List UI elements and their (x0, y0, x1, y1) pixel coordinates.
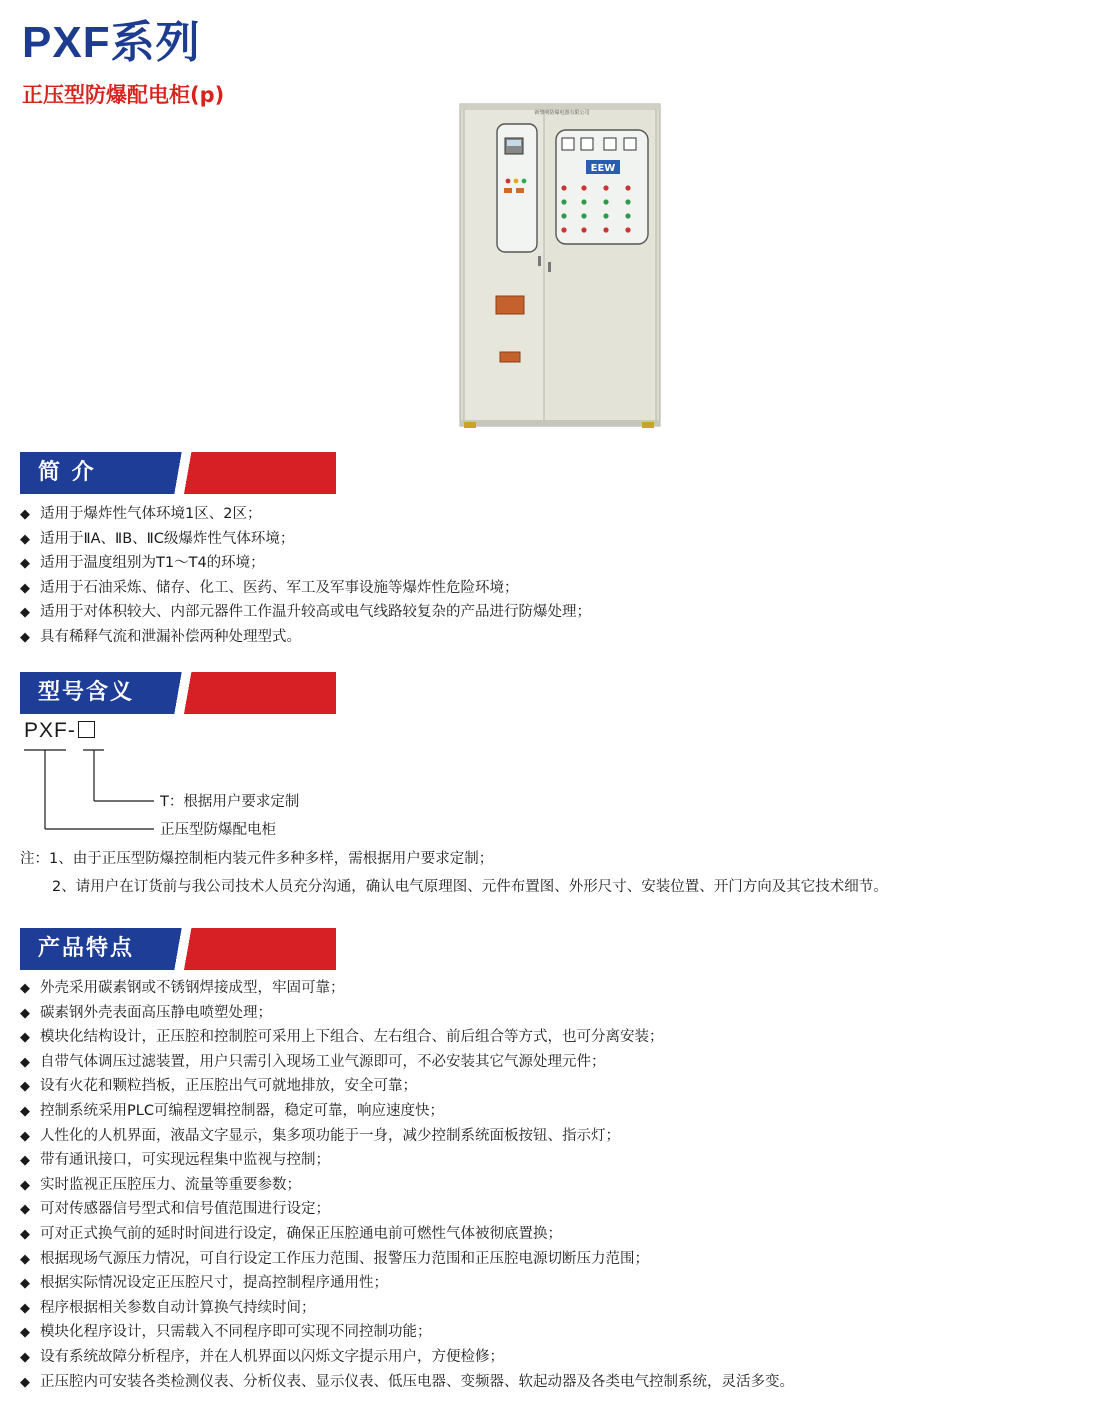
intro-heading: 简 介 (38, 460, 96, 485)
list-item-text: 模块化结构设计，正压腔和控制腔可采用上下组合、左右组合、前后组合等方式，也可分离安装； (40, 1029, 664, 1046)
list-item-text: 适用于温度组别为T1～T4的环境； (40, 555, 265, 572)
model-heading: 型号含义 (38, 680, 135, 705)
list-item-text: 具有稀释气流和泄漏补偿两种处理型式。 (40, 628, 301, 645)
diamond-bullet-icon: ◆ (20, 629, 30, 645)
list-item (20, 1370, 794, 1395)
list-item (20, 1222, 794, 1247)
diamond-bullet-icon: ◆ (20, 1005, 30, 1021)
features-heading-banner (20, 928, 336, 970)
diamond-bullet-icon: ◆ (20, 580, 30, 596)
note-line-2: 2、请用户在订货前与我公司技术人员充分沟通，确认电气原理图、元件布置图、外形尺寸、安装位置、开门方向及其它技术细节。 (52, 879, 888, 895)
list-item-text: 可对传感器信号型式和信号值范围进行设定； (40, 1201, 330, 1218)
list-item (20, 1099, 794, 1124)
diamond-bullet-icon: ◆ (20, 1103, 30, 1119)
list-item (20, 1074, 794, 1099)
nameplate-text: 新黎明防爆电器有限公司 (534, 110, 590, 116)
diamond-bullet-icon: ◆ (20, 605, 30, 621)
list-item-text: 根据现场气源压力情况，可自行设定工作压力范围、报警压力范围和正压腔电源切断压力范围； (40, 1250, 649, 1267)
list-item-text: 碳素钢外壳表面高压静电喷塑处理； (40, 1004, 272, 1021)
list-item (20, 1173, 794, 1198)
list-item (20, 1271, 794, 1296)
list-item (20, 1247, 794, 1272)
diamond-bullet-icon: ◆ (20, 1202, 30, 1218)
diamond-bullet-icon: ◆ (20, 1054, 30, 1070)
note-line-1: 注：1、由于正压型防爆控制柜内装元件多种多样，需根据用户要求定制； (20, 851, 494, 867)
diamond-bullet-icon: ◆ (20, 1251, 30, 1267)
list-item (20, 976, 794, 1001)
page-subtitle: 正压型防爆配电柜(p) (22, 83, 225, 107)
list-item (20, 1296, 794, 1321)
list-item-text: 设有火花和颗粒挡板，正压腔出气可就地排放，安全可靠； (40, 1078, 417, 1095)
list-item-text: 程序根据相关参数自动计算换气持续时间； (40, 1299, 316, 1316)
diamond-bullet-icon: ◆ (20, 507, 30, 522)
features-list (20, 976, 794, 1394)
list-item (20, 1148, 794, 1173)
diamond-bullet-icon: ◆ (20, 1374, 30, 1390)
diamond-bullet-icon: ◆ (20, 1276, 30, 1292)
diamond-bullet-icon: ◆ (20, 981, 30, 996)
list-item-text: 模块化程序设计，只需载入不同程序即可实现不同控制功能； (40, 1324, 432, 1341)
diamond-bullet-icon: ◆ (20, 1030, 30, 1046)
diamond-bullet-icon: ◆ (20, 1128, 30, 1144)
list-item-text: 正压腔内可安装各类检测仪表、分析仪表、显示仪表、低压电器、变频器、软起动器及各类电气控制系统，灵活多变。 (40, 1373, 794, 1390)
list-item-text: 人性化的人机界面，液晶文字显示，集多项功能于一身，减少控制系统面板按钮、指示灯； (40, 1127, 620, 1144)
diamond-bullet-icon: ◆ (20, 1226, 30, 1242)
cabinet-photo (456, 96, 666, 434)
cabinet-brand: EEW (590, 163, 616, 174)
list-item-text: 可对正式换气前的延时时间进行设定，确保正压腔通电前可燃性气体被彻底置换； (40, 1225, 562, 1242)
list-item-text: 设有系统故障分析程序，并在人机界面以闪烁文字提示用户，方便检修； (40, 1348, 504, 1365)
diamond-bullet-icon: ◆ (20, 1153, 30, 1169)
list-item-text: 根据实际情况设定正压腔尺寸，提高控制程序通用性； (40, 1275, 388, 1292)
list-item (20, 1001, 794, 1026)
list-item (20, 1320, 794, 1345)
diamond-bullet-icon: ◆ (20, 1325, 30, 1341)
model-label-name: 正压型防爆配电柜 (160, 822, 276, 838)
list-item-text: 外壳采用碳素钢或不锈钢焊接成型，牢固可靠； (40, 980, 345, 996)
model-code-text: PXF- (24, 719, 76, 742)
page-title: PXF系列 (22, 18, 201, 67)
diamond-bullet-icon: ◆ (20, 1349, 30, 1365)
features-heading: 产品特点 (38, 936, 135, 961)
list-item (20, 1050, 794, 1075)
list-item-text: 适用于对体积较大、内部元器件工作温升较高或电气线路较复杂的产品进行防爆处理； (40, 604, 591, 621)
diamond-bullet-icon: ◆ (20, 1300, 30, 1316)
diamond-bullet-icon: ◆ (20, 1079, 30, 1095)
list-item (20, 1345, 794, 1370)
model-label-t: T：根据用户要求定制 (160, 794, 300, 810)
list-item-text: 自带气体调压过滤装置，用户只需引入现场工业气源即可，不必安装其它气源处理元件； (40, 1053, 606, 1070)
diamond-bullet-icon: ◆ (20, 531, 30, 547)
diamond-bullet-icon: ◆ (20, 556, 30, 572)
list-item-text: 实时监视正压腔压力、流量等重要参数； (40, 1176, 301, 1193)
diamond-bullet-icon: ◆ (20, 1177, 30, 1193)
list-item-text: 适用于ⅡA、ⅡB、ⅡC级爆炸性气体环境； (40, 530, 295, 547)
list-item (20, 1197, 794, 1222)
list-item (20, 1025, 794, 1050)
list-item-text: 控制系统采用PLC可编程逻辑控制器，稳定可靠，响应速度快； (40, 1102, 444, 1119)
list-item-text: 适用于爆炸性气体环境1区、2区； (40, 506, 262, 522)
list-item-text: 适用于石油采炼、储存、化工、医药、军工及军事设施等爆炸性危险环境； (40, 579, 519, 596)
list-item-text: 带有通讯接口，可实现远程集中监视与控制； (40, 1152, 330, 1169)
model-diagram-lines (0, 0, 400, 840)
list-item (20, 1124, 794, 1149)
